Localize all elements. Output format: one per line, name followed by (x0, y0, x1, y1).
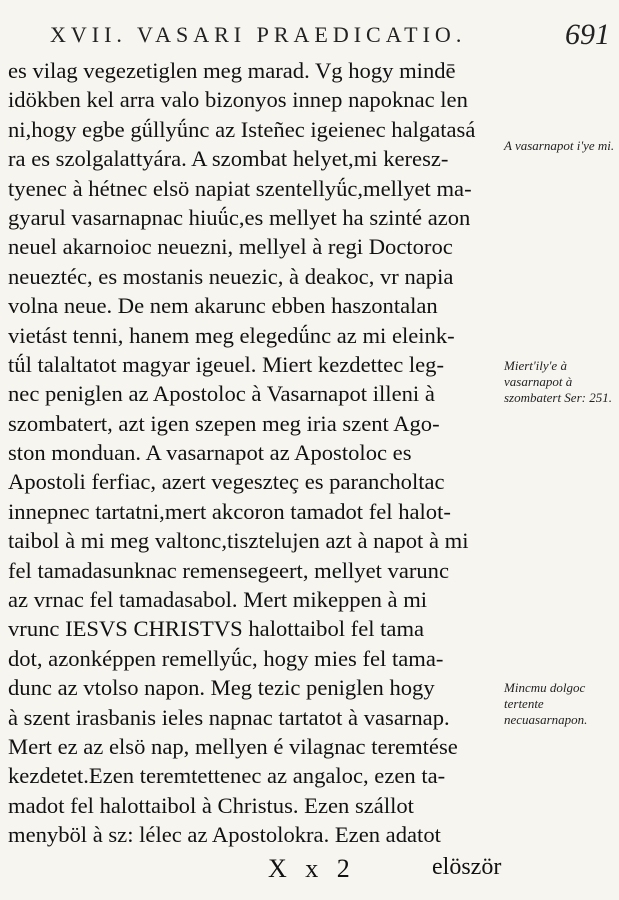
text-line: tǘl talaltatot magyar igeuel. Miert kezdettec leg- (8, 351, 444, 377)
text-line: es vilag vegezetiglen meg marad. Vg hogy mindē (8, 58, 456, 83)
text-line: neuel akarnoioc neuezni, mellyel à regi Doctoroc (8, 234, 453, 260)
text-line: taibol à mi meg valtonc,tisztelujen azt à napot à mi (8, 528, 469, 554)
text-line: madot fel halottaibol à Christus. Ezen szállot (8, 792, 414, 818)
text-line: gyarul vasarnapnac hiuǘc,es mellyet ha szinté azon (8, 204, 471, 230)
text-line: Mert ez az elsö nap, mellyen é vilagnac teremtése (8, 733, 458, 759)
text-line: menyböl à sz: lélec az Apostolokra. Ezen adatot (8, 822, 441, 848)
text-line: szombatert, azt igen szepen meg iria szent Ago- (8, 410, 440, 436)
running-title: XVII. VASARI PRAEDICATIO. (50, 22, 467, 47)
margin-note: A vasarnapot i'ye mi. (504, 138, 615, 153)
text-line: dot, azonképpen remellyǘc, hogy mies fel tama- (8, 645, 444, 671)
text-line: tyenec à hétnec elsö napiat szentellyǘc,mellyet ma- (8, 175, 472, 201)
text-line: fel tamadasunknac remensegeert, mellyet varunc (8, 557, 449, 583)
text-line: volna neue. De nem akarunc ebben haszontalan (8, 293, 438, 319)
text-line: innepnec tartatni,mert akcoron tamadot fel halot- (8, 498, 451, 524)
folio-number: 691 (565, 18, 610, 51)
text-line: Apostoli ferfiac, azert vegeszteç es parancholtac (8, 469, 445, 495)
page-footer (0, 852, 619, 892)
text-line: dunc az vtolso napon. Meg tezic peniglen hogy (8, 675, 435, 701)
margin-note: Miert'ily'e à vasarnapot à szombatert Ser: 251. (504, 358, 612, 405)
body-text (8, 56, 513, 850)
margin-note: Mincmu dolgoc tertente necuasarnapon. (504, 680, 588, 727)
text-line: à szent irasbanis ieles napnac tartatot à vasarnap. (8, 704, 450, 730)
text-line: ni,hogy egbe gǘllyǘnc az Isteñec igeienec halgatasá (8, 116, 476, 142)
text-line: az vrnac fel tamadasabol. Mert mikeppen à mi (8, 587, 428, 613)
text-line: nec peniglen az Apostoloc à Vasarnapot illeni à (8, 381, 435, 407)
text-line: ra es szolgalattyára. A szombat helyet,mi keresz- (8, 146, 449, 172)
text-line: vrunc IESVS CHRISTVS halottaibol fel tama (8, 616, 425, 642)
signature-mark: X x 2 (268, 854, 356, 883)
text-line: neueztéc, es mostanis neuezic, à deakoc, vr napia (8, 263, 454, 289)
page-header (50, 18, 610, 52)
text-line: vietást tenni, hanem meg elegedǘnc az mi eleink- (8, 322, 455, 348)
text-line: ston monduan. A vasarnapot az Apostoloc es (8, 440, 412, 466)
catchword: elöször (432, 854, 502, 880)
text-line: idökben kel arra valo bizonyos innep napoknac len (8, 87, 468, 113)
text-line: kezdetet.Ezen teremtettenec az angaloc, ezen ta- (8, 763, 446, 789)
